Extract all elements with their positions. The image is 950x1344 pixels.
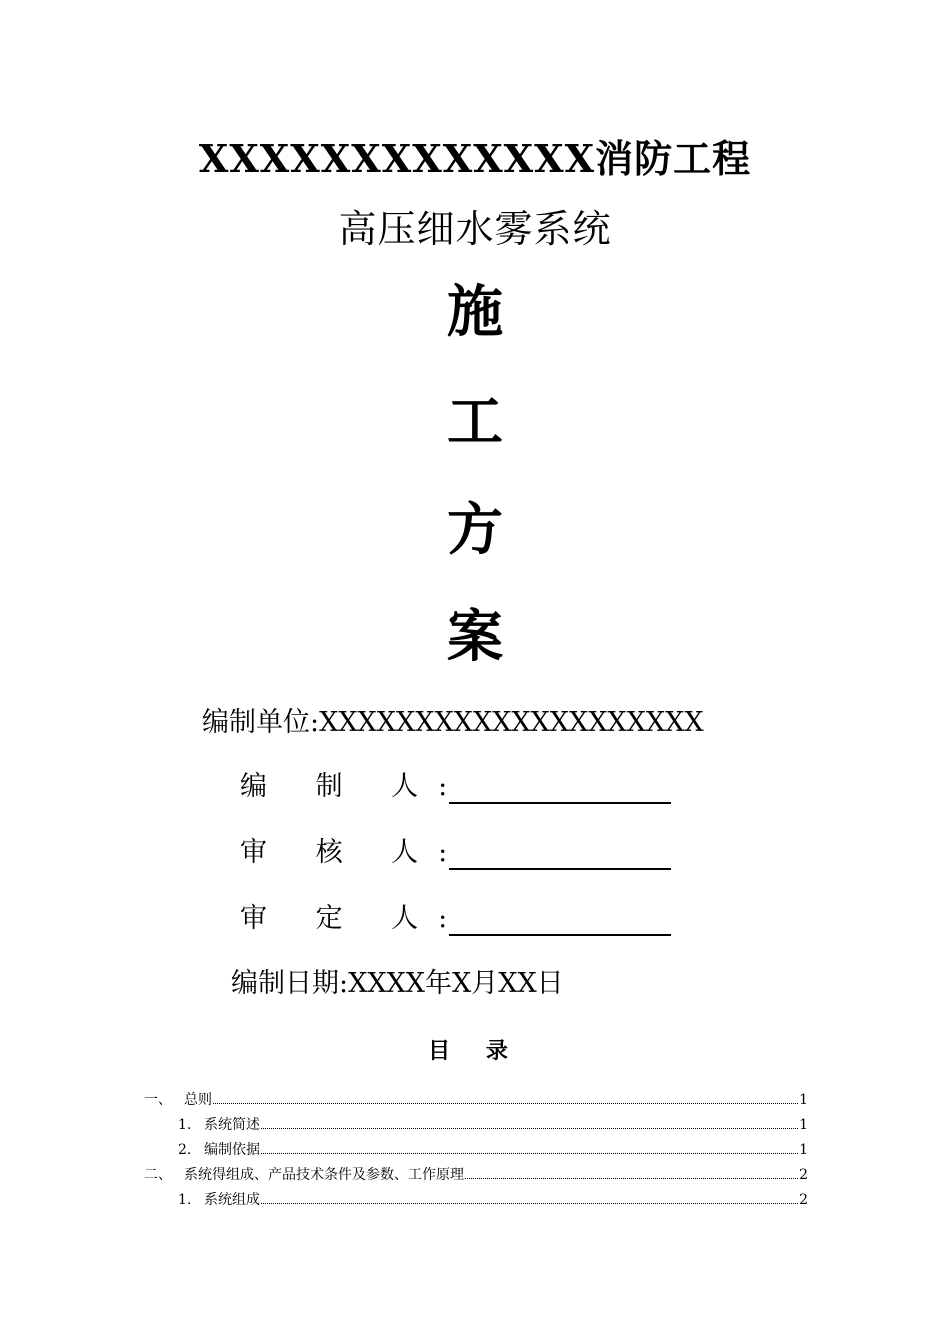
toc-entry-text: 编制依据 xyxy=(204,1142,260,1158)
toc-entry-number: 一、 xyxy=(144,1092,172,1108)
compiler-colon: : xyxy=(438,771,448,802)
reviewer-colon: : xyxy=(438,837,448,868)
toc-entry[interactable] xyxy=(144,1166,808,1184)
reviewer-label: 审 核 人 xyxy=(240,837,439,868)
toc-entry-page: 1 xyxy=(799,1142,808,1158)
toc-entry-page: 2 xyxy=(799,1167,808,1183)
compiling-unit-row xyxy=(202,706,704,740)
approver-signature-line xyxy=(449,908,671,936)
compiler-row xyxy=(240,770,671,804)
toc-leader-dots xyxy=(261,1202,798,1204)
compile-date-row xyxy=(231,967,564,1001)
cover-char-3: 方 xyxy=(447,498,503,563)
approver-label: 审 定 人 xyxy=(240,903,439,934)
toc-entry-text: 系统简述 xyxy=(204,1117,260,1133)
toc-leader-dots xyxy=(261,1152,798,1154)
compiler-label: 编 制 人 xyxy=(240,771,439,802)
toc-entry[interactable] xyxy=(178,1191,808,1209)
toc-entry-number: 1. xyxy=(178,1117,192,1133)
toc-entry-number: 1. xyxy=(178,1192,192,1208)
toc-leader-dots xyxy=(261,1127,798,1129)
toc-entry-number: 二、 xyxy=(144,1167,172,1183)
compiler-signature-line xyxy=(449,776,671,804)
toc-entry-text: 总则 xyxy=(184,1092,212,1108)
approver-colon: : xyxy=(438,903,448,934)
toc-entry-text: 系统得组成、产品技术条件及参数、工作原理 xyxy=(184,1167,464,1183)
approver-row xyxy=(240,902,671,936)
toc-entry-number: 2. xyxy=(178,1142,192,1158)
toc-entry[interactable] xyxy=(178,1116,808,1134)
toc-entry-text: 系统组成 xyxy=(204,1192,260,1208)
cover-char-1: 施 xyxy=(447,280,503,345)
document-title-line2: 高压细水雾系统 xyxy=(338,207,612,251)
cover-char-2: 工 xyxy=(447,390,503,455)
toc-entry-page: 1 xyxy=(799,1117,808,1133)
reviewer-signature-line xyxy=(449,842,671,870)
toc-leader-dots xyxy=(465,1177,798,1179)
document-title-line1: XXXXXXXXXXXXX消防工程 xyxy=(198,136,752,181)
toc-entry[interactable] xyxy=(144,1091,808,1109)
compiling-unit-value: XXXXXXXXXXXXXXXXXXXX xyxy=(319,707,704,738)
toc-leader-dots xyxy=(213,1102,798,1104)
toc-entry[interactable] xyxy=(178,1141,808,1159)
toc-entry-page: 1 xyxy=(799,1092,808,1108)
cover-char-4: 案 xyxy=(447,605,503,670)
toc-title: 目 录 xyxy=(428,1038,522,1064)
compile-date-value: XXXX年X月XX日 xyxy=(348,968,564,999)
toc-entry-page: 2 xyxy=(799,1192,808,1208)
reviewer-row xyxy=(240,836,671,870)
compiling-unit-label: 编制单位: xyxy=(202,707,320,738)
compile-date-label: 编制日期: xyxy=(231,968,349,999)
